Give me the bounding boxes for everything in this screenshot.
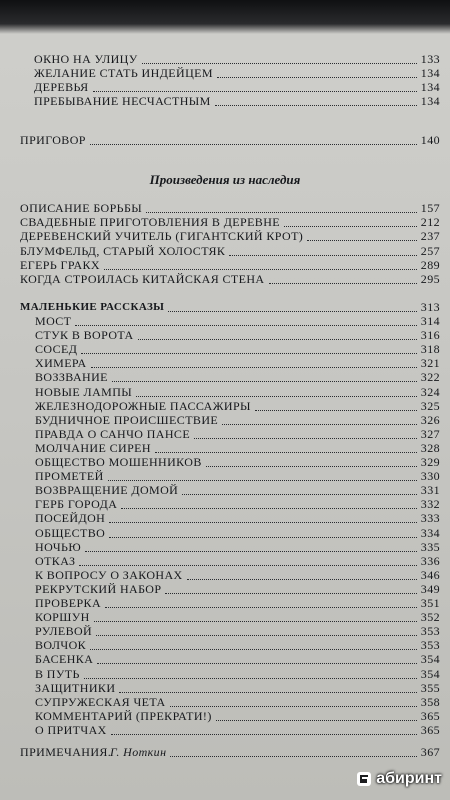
dot-leader [269,282,417,284]
dot-leader [170,755,417,757]
page-number: 354 [420,666,440,681]
toc-entry [0,370,450,384]
toc-entry [0,52,450,66]
toc-entry [0,526,450,540]
entry-title: ЕГЕРЬ ГРАКХ [20,257,100,272]
dot-leader [155,451,417,453]
entry-title: К ВОПРОСУ О ЗАКОНАХ [35,567,183,582]
entry-title: БЛУМФЕЛЬД, СТАРЫЙ ХОЛОСТЯК [20,243,226,258]
dot-leader [94,620,417,622]
page-number: 133 [420,52,440,66]
entry-title: СВАДЕБНЫЕ ПРИГОТОВЛЕНИЯ В ДЕРЕВНЕ [20,215,281,230]
page-number: 134 [420,66,440,80]
page-number: 289 [420,257,440,272]
dot-leader [187,578,417,580]
entry-title: НОЧЬЮ [35,539,82,554]
toc-entry [0,469,450,483]
dot-leader [84,677,417,679]
page-number: 325 [420,398,440,413]
toc-entry [0,723,450,737]
dot-leader [105,606,417,608]
entry-title: СОСЕД [35,342,78,357]
page-number: 365 [420,708,440,723]
page-number: 212 [420,215,440,230]
toc-entry [0,596,450,610]
toc-entry [0,681,450,695]
page-number: 318 [420,342,440,357]
page-number: 140 [420,133,440,147]
entry-title: ОПИСАНИЕ БОРЬБЫ [20,201,143,215]
dot-leader [170,705,417,707]
entry-title: ВОЗЗВАНИЕ [35,370,108,385]
dot-leader [168,310,417,312]
toc-entry [0,94,450,108]
entry-title: ОТКАЗ [35,553,76,568]
page-number: 353 [420,624,440,639]
toc-entry [0,328,450,342]
entry-title: ЗАЩИТНИКИ [35,680,116,695]
toc-entry [0,441,450,455]
page-number: 358 [420,694,440,709]
page-number: 134 [420,94,440,108]
entry-title: БУДНИЧНОЕ ПРОИСШЕСТВИЕ [35,412,219,427]
page-number: 349 [420,581,440,596]
toc-entry [0,638,450,652]
entry-title: ПОСЕЙДОН [35,511,106,526]
watermark-text: абиринт [376,770,442,787]
toc-entry [0,667,450,681]
entry-title: БАСЕНКА [35,652,94,667]
entry-title: ОБЩЕСТВО МОШЕННИКОВ [35,455,202,469]
entry-title: ПРИМЕЧАНИЯ. [20,745,112,759]
entry-title: КОММЕНТАРИЙ (ПРЕКРАТИ!) [35,708,212,723]
toc-entry [0,244,450,258]
page-number: 352 [420,610,440,625]
entry-title: СУПРУЖЕСКАЯ ЧЕТА [35,694,166,709]
entry-title: МОСТ [35,314,72,328]
dot-leader [90,143,417,145]
watermark [356,770,442,788]
dot-leader [307,239,417,241]
entry-title: ПРОМЕТЕЙ [35,469,104,484]
page-number: 355 [420,680,440,695]
page-number: 334 [420,525,440,540]
dot-leader [81,352,417,354]
toc-entry [0,201,450,215]
toc-entry-notes [0,745,450,759]
page-number: 346 [420,567,440,582]
page-number: 365 [420,722,440,737]
dot-leader [90,648,417,650]
page-number: 328 [420,440,440,455]
entry-title: РЕКРУТСКИЙ НАБОР [35,581,162,596]
toc-entry [0,582,450,596]
page-number: 331 [420,483,440,498]
dot-leader [215,104,417,106]
dot-leader [142,62,417,64]
dot-leader [93,90,417,92]
dot-leader [111,733,417,735]
entry-title: ПРИГОВОР [20,133,86,147]
page-number: 322 [420,370,440,385]
dot-leader [255,409,417,411]
entry-title: ДЕРЕВЕНСКИЙ УЧИТЕЛЬ (ГИГАНТСКИЙ КРОТ) [20,229,304,244]
toc-entry [0,540,450,554]
dot-leader [146,211,417,213]
entry-title: ПРОВЕРКА [35,596,102,610]
dot-leader [284,225,417,227]
dot-leader [165,592,417,594]
entry-title: В ПУТЬ [35,666,80,681]
entry-title: ВОЛЧОК [35,638,87,653]
entry-title: ПРЕБЫВАНИЕ НЕСЧАСТНЫМ [34,94,211,108]
entry-title: ХИМЕРА [35,356,87,371]
toc-entry-small-stories [0,300,450,314]
toc-entry [0,385,450,399]
toc-entry [0,511,450,525]
page-number: 295 [420,272,440,286]
entry-title: ЖЕЛЕЗНОДОРОЖНЫЕ ПАССАЖИРЫ [35,398,251,413]
toc-entry [0,272,450,286]
entry-title: ЖЕЛАНИЕ СТАТЬ ИНДЕЙЦЕМ [34,66,213,80]
entry-title: РУЛЕВОЙ [35,624,93,639]
page-number: 336 [420,553,440,568]
dot-leader [108,479,417,481]
toc-entry-prigovor [0,133,450,147]
dot-leader [119,691,417,693]
toc-entry [0,356,450,370]
toc-entry [0,610,450,624]
entry-title: МОЛЧАНИЕ СИРЕН [35,440,151,455]
dot-leader [182,493,417,495]
page-number: 330 [420,469,440,484]
toc-entry [0,66,450,80]
page-number: 157 [420,201,440,215]
toc-entry [0,80,450,94]
dot-leader [91,366,417,368]
entry-title: КОРШУН [35,610,90,625]
entry-title: О ПРИТЧАХ [35,722,107,737]
dot-leader [222,423,417,425]
entry-title: МАЛЕНЬКИЕ РАССКАЗЫ [20,301,165,313]
dot-leader [229,254,417,256]
toc-entry [0,342,450,356]
toc-entry [0,624,450,638]
page-number: 257 [420,243,440,258]
dot-leader [206,465,417,467]
toc-entry [0,554,450,568]
page-number: 333 [420,511,440,526]
dot-leader [109,536,417,538]
page-number: 326 [420,412,440,427]
page-number: 134 [420,80,440,94]
page-number: 316 [420,328,440,343]
page-number: 327 [420,426,440,441]
section-heading: Произведения из наследия [149,172,301,187]
toc-entry [0,483,450,497]
entry-title: ВОЗВРАЩЕНИЕ ДОМОЙ [35,483,179,498]
page-number: 314 [420,314,440,328]
toc-entry [0,314,450,328]
page-number: 354 [420,652,440,667]
dot-leader [104,268,417,270]
toc-entry [0,229,450,243]
dot-leader [109,521,417,523]
toc-entry [0,413,450,427]
dot-leader [112,380,417,382]
dot-leader [121,507,417,509]
dot-leader [217,76,417,78]
dot-leader [216,719,417,721]
labirint-logo-icon [356,771,372,787]
page-number: 324 [420,384,440,399]
page-number: 351 [420,596,440,610]
entry-title: ОКНО НА УЛИЦУ [34,52,138,66]
toc-entry [0,695,450,709]
dot-leader [97,662,417,664]
toc-entry [0,399,450,413]
page-shadow [0,0,450,34]
toc-entry [0,258,450,272]
toc-entry [0,497,450,511]
entry-title: ГЕРБ ГОРОДА [35,497,118,512]
dot-leader [75,324,417,326]
dot-leader [136,395,417,397]
toc-entry [0,652,450,666]
entry-title: ДЕРЕВЬЯ [34,80,89,94]
page-number: 313 [420,300,440,314]
page-number: 332 [420,497,440,512]
toc-entry [0,215,450,229]
entry-title: НОВЫЕ ЛАМПЫ [35,384,133,399]
toc-entry [0,455,450,469]
toc-entry [0,427,450,441]
toc-entry [0,568,450,582]
page-number: 353 [420,638,440,653]
dot-leader [138,338,417,340]
entry-title: СТУК В ВОРОТА [35,328,134,343]
entry-title: КОГДА СТРОИЛАСЬ КИТАЙСКАЯ СТЕНА [20,272,265,286]
page-number: 237 [420,229,440,244]
dot-leader [194,437,417,439]
toc-entry [0,709,450,723]
notes-author: Г. Ноткин [110,745,167,759]
page-number: 329 [420,455,440,469]
entry-title: ОБЩЕСТВО [35,525,106,540]
dot-leader [96,634,417,636]
dot-leader [79,564,417,566]
page-number: 367 [420,745,440,759]
dot-leader [85,550,417,552]
page-number: 335 [420,539,440,554]
entry-title: ПРАВДА О САНЧО ПАНСЕ [35,426,191,441]
page-number: 321 [420,356,440,371]
